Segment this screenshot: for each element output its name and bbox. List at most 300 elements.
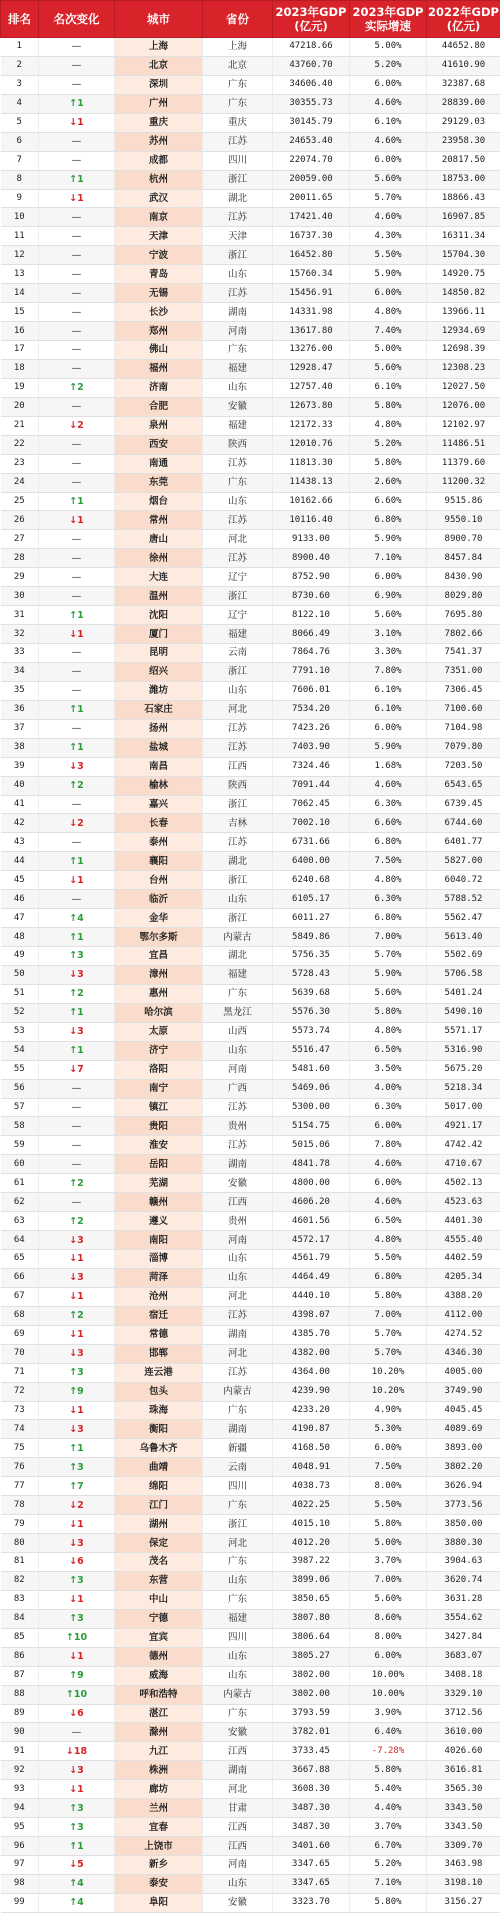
cell-city: 衡阳	[115, 1420, 203, 1439]
cell-growth: 6.40%	[350, 1723, 427, 1742]
cell-change: ↑10	[39, 1628, 115, 1647]
table-row	[1, 1136, 500, 1155]
cell-city: 洛阳	[115, 1060, 203, 1079]
cell-change: ↑3	[39, 947, 115, 966]
cell-gdp-2022: 4555.40	[427, 1231, 500, 1250]
table-row	[1, 738, 500, 757]
cell-province: 河北	[203, 530, 273, 549]
table-row	[1, 662, 500, 681]
table-row	[1, 227, 500, 246]
cell-growth: 5.70%	[350, 947, 427, 966]
cell-rank: 79	[1, 1515, 39, 1534]
cell-change: ↓2	[39, 416, 115, 435]
table-row	[1, 814, 500, 833]
cell-province: 广东	[203, 94, 273, 113]
cell-growth: 8.00%	[350, 1477, 427, 1496]
cell-change: —	[39, 246, 115, 265]
cell-city: 台州	[115, 871, 203, 890]
cell-province: 山东	[203, 265, 273, 284]
cell-growth: 5.50%	[350, 1496, 427, 1515]
cell-change: —	[39, 795, 115, 814]
cell-gdp-2023: 4398.07	[273, 1306, 350, 1325]
cell-change: ↓1	[39, 1515, 115, 1534]
cell-rank: 60	[1, 1155, 39, 1174]
cell-province: 河南	[203, 322, 273, 341]
cell-rank: 78	[1, 1496, 39, 1515]
cell-city: 宿迁	[115, 1306, 203, 1325]
cell-province: 湖南	[203, 1761, 273, 1780]
cell-gdp-2022: 3309.70	[427, 1837, 500, 1856]
cell-rank: 26	[1, 511, 39, 530]
cell-gdp-2022: 4274.52	[427, 1325, 500, 1344]
cell-province: 山西	[203, 1022, 273, 1041]
cell-growth: 7.50%	[350, 852, 427, 871]
cell-change: —	[39, 530, 115, 549]
cell-change: —	[39, 151, 115, 170]
cell-rank: 69	[1, 1325, 39, 1344]
cell-growth: 6.00%	[350, 284, 427, 303]
table-row	[1, 1193, 500, 1212]
cell-growth: 5.80%	[350, 1515, 427, 1534]
table-row	[1, 1420, 500, 1439]
cell-gdp-2023: 4022.25	[273, 1496, 350, 1515]
cell-city: 宜昌	[115, 947, 203, 966]
table-row	[1, 511, 500, 530]
cell-rank: 51	[1, 984, 39, 1003]
cell-gdp-2023: 4038.73	[273, 1477, 350, 1496]
cell-growth: 5.90%	[350, 530, 427, 549]
table-row	[1, 1534, 500, 1553]
cell-province: 湖北	[203, 852, 273, 871]
cell-province: 陕西	[203, 435, 273, 454]
cell-change: —	[39, 435, 115, 454]
cell-rank: 67	[1, 1287, 39, 1306]
table-row	[1, 871, 500, 890]
cell-change: ↓3	[39, 965, 115, 984]
cell-gdp-2023: 3401.60	[273, 1837, 350, 1856]
cell-gdp-2022: 16907.85	[427, 208, 500, 227]
cell-province: 福建	[203, 965, 273, 984]
cell-gdp-2022: 6401.77	[427, 833, 500, 852]
table-row	[1, 1439, 500, 1458]
cell-growth: 4.80%	[350, 1022, 427, 1041]
cell-gdp-2022: 4005.00	[427, 1363, 500, 1382]
cell-gdp-2022: 4402.59	[427, 1250, 500, 1269]
cell-gdp-2022: 3802.20	[427, 1458, 500, 1477]
cell-city: 泰州	[115, 833, 203, 852]
cell-city: 呼和浩特	[115, 1685, 203, 1704]
table-row	[1, 1893, 500, 1912]
cell-gdp-2023: 6105.17	[273, 890, 350, 909]
cell-growth: 7.00%	[350, 1571, 427, 1590]
cell-change: ↑7	[39, 1477, 115, 1496]
cell-gdp-2023: 4572.17	[273, 1231, 350, 1250]
cell-change: ↑3	[39, 1458, 115, 1477]
table-row	[1, 928, 500, 947]
cell-growth: 6.00%	[350, 75, 427, 94]
cell-gdp-2023: 3850.65	[273, 1590, 350, 1609]
cell-rank: 31	[1, 606, 39, 625]
cell-gdp-2022: 5788.52	[427, 890, 500, 909]
cell-gdp-2023: 3487.30	[273, 1799, 350, 1818]
table-row	[1, 1742, 500, 1761]
cell-province: 湖南	[203, 1420, 273, 1439]
table-row	[1, 113, 500, 132]
cell-change: ↑4	[39, 909, 115, 928]
cell-city: 湛江	[115, 1704, 203, 1723]
cell-rank: 30	[1, 587, 39, 606]
cell-gdp-2023: 47218.66	[273, 38, 350, 57]
cell-gdp-2022: 6040.72	[427, 871, 500, 890]
cell-gdp-2022: 8029.80	[427, 587, 500, 606]
cell-growth: 6.80%	[350, 1268, 427, 1287]
cell-growth: -7.28%	[350, 1742, 427, 1761]
cell-province: 广东	[203, 1401, 273, 1420]
cell-gdp-2022: 5706.58	[427, 965, 500, 984]
cell-province: 江西	[203, 1193, 273, 1212]
cell-city: 宁德	[115, 1609, 203, 1628]
cell-city: 绵阳	[115, 1477, 203, 1496]
cell-gdp-2023: 5639.68	[273, 984, 350, 1003]
cell-city: 菏泽	[115, 1268, 203, 1287]
cell-gdp-2023: 8730.60	[273, 587, 350, 606]
cell-rank: 44	[1, 852, 39, 871]
cell-city: 镇江	[115, 1098, 203, 1117]
cell-city: 珠海	[115, 1401, 203, 1420]
cell-gdp-2022: 5502.69	[427, 947, 500, 966]
cell-change: ↓18	[39, 1742, 115, 1761]
table-row	[1, 1250, 500, 1269]
table-row	[1, 56, 500, 75]
cell-change: ↑4	[39, 1893, 115, 1912]
cell-change: ↓1	[39, 113, 115, 132]
cell-gdp-2022: 4710.67	[427, 1155, 500, 1174]
cell-gdp-2023: 8122.10	[273, 606, 350, 625]
cell-rank: 23	[1, 454, 39, 473]
cell-province: 安徽	[203, 1893, 273, 1912]
cell-gdp-2023: 3487.30	[273, 1818, 350, 1837]
table-row	[1, 1761, 500, 1780]
cell-change: ↑3	[39, 1363, 115, 1382]
table-row	[1, 1003, 500, 1022]
cell-change: ↑1	[39, 1041, 115, 1060]
cell-province: 山东	[203, 1571, 273, 1590]
cell-change: —	[39, 75, 115, 94]
header-rank: 排名	[1, 1, 39, 38]
cell-change: —	[39, 719, 115, 738]
cell-city: 重庆	[115, 113, 203, 132]
cell-rank: 56	[1, 1079, 39, 1098]
cell-rank: 70	[1, 1344, 39, 1363]
cell-gdp-2023: 4364.00	[273, 1363, 350, 1382]
table-header	[1, 1, 500, 38]
table-row	[1, 681, 500, 700]
cell-change: ↓1	[39, 1325, 115, 1344]
cell-city: 大连	[115, 568, 203, 587]
cell-rank: 2	[1, 56, 39, 75]
cell-city: 赣州	[115, 1193, 203, 1212]
cell-rank: 41	[1, 795, 39, 814]
cell-growth: 6.10%	[350, 681, 427, 700]
cell-gdp-2023: 13617.80	[273, 322, 350, 341]
cell-city: 广州	[115, 94, 203, 113]
cell-gdp-2023: 11438.13	[273, 473, 350, 492]
cell-province: 河南	[203, 1231, 273, 1250]
cell-city: 盐城	[115, 738, 203, 757]
cell-city: 曲靖	[115, 1458, 203, 1477]
cell-growth: 4.30%	[350, 227, 427, 246]
cell-gdp-2022: 3408.18	[427, 1666, 500, 1685]
cell-growth: 4.60%	[350, 94, 427, 113]
cell-province: 黑龙江	[203, 1003, 273, 1022]
cell-province: 辽宁	[203, 568, 273, 587]
cell-province: 湖北	[203, 947, 273, 966]
cell-province: 山东	[203, 1268, 273, 1287]
cell-change: ↑2	[39, 1306, 115, 1325]
cell-gdp-2022: 3620.74	[427, 1571, 500, 1590]
cell-gdp-2023: 3347.65	[273, 1874, 350, 1893]
table-row	[1, 1780, 500, 1799]
cell-growth: 4.80%	[350, 303, 427, 322]
table-row	[1, 1041, 500, 1060]
cell-gdp-2023: 7423.26	[273, 719, 350, 738]
cell-rank: 25	[1, 492, 39, 511]
cell-growth: 5.70%	[350, 1325, 427, 1344]
cell-province: 重庆	[203, 113, 273, 132]
table-row	[1, 947, 500, 966]
cell-gdp-2022: 11200.32	[427, 473, 500, 492]
table-row	[1, 1609, 500, 1628]
cell-gdp-2023: 4168.50	[273, 1439, 350, 1458]
table-row	[1, 170, 500, 189]
cell-gdp-2022: 4089.69	[427, 1420, 500, 1439]
cell-growth: 3.70%	[350, 1818, 427, 1837]
cell-gdp-2022: 5571.17	[427, 1022, 500, 1041]
cell-gdp-2023: 14331.98	[273, 303, 350, 322]
cell-gdp-2022: 20817.50	[427, 151, 500, 170]
cell-province: 陕西	[203, 776, 273, 795]
cell-province: 江苏	[203, 549, 273, 568]
cell-city: 邯郸	[115, 1344, 203, 1363]
cell-city: 廊坊	[115, 1780, 203, 1799]
cell-city: 威海	[115, 1666, 203, 1685]
cell-change: —	[39, 56, 115, 75]
table-row	[1, 1723, 500, 1742]
table-row	[1, 1704, 500, 1723]
cell-gdp-2022: 7541.37	[427, 644, 500, 663]
cell-gdp-2023: 7534.20	[273, 700, 350, 719]
cell-province: 福建	[203, 359, 273, 378]
cell-growth: 5.80%	[350, 1761, 427, 1780]
cell-growth: 6.60%	[350, 492, 427, 511]
cell-city: 合肥	[115, 397, 203, 416]
table-row	[1, 1477, 500, 1496]
cell-province: 浙江	[203, 795, 273, 814]
cell-rank: 72	[1, 1382, 39, 1401]
cell-growth: 5.90%	[350, 965, 427, 984]
cell-rank: 82	[1, 1571, 39, 1590]
cell-change: ↓6	[39, 1704, 115, 1723]
cell-growth: 7.50%	[350, 1458, 427, 1477]
cell-growth: 6.00%	[350, 1647, 427, 1666]
cell-gdp-2022: 23958.30	[427, 132, 500, 151]
cell-gdp-2023: 4841.78	[273, 1155, 350, 1174]
cell-gdp-2023: 3793.59	[273, 1704, 350, 1723]
cell-rank: 88	[1, 1685, 39, 1704]
cell-change: ↑1	[39, 738, 115, 757]
cell-gdp-2023: 3802.00	[273, 1685, 350, 1704]
cell-gdp-2022: 12102.97	[427, 416, 500, 435]
cell-province: 广东	[203, 1590, 273, 1609]
cell-growth: 4.60%	[350, 208, 427, 227]
cell-city: 保定	[115, 1534, 203, 1553]
cell-gdp-2023: 7002.10	[273, 814, 350, 833]
cell-city: 温州	[115, 587, 203, 606]
cell-change: ↓1	[39, 189, 115, 208]
cell-province: 湖南	[203, 1155, 273, 1174]
cell-growth: 5.00%	[350, 38, 427, 57]
cell-city: 福州	[115, 359, 203, 378]
cell-gdp-2023: 7324.46	[273, 757, 350, 776]
cell-province: 山东	[203, 890, 273, 909]
cell-change: —	[39, 1723, 115, 1742]
cell-city: 淮安	[115, 1136, 203, 1155]
cell-change: ↑4	[39, 1874, 115, 1893]
cell-province: 山东	[203, 492, 273, 511]
cell-province: 福建	[203, 625, 273, 644]
cell-city: 成都	[115, 151, 203, 170]
table-row	[1, 397, 500, 416]
cell-gdp-2022: 9550.10	[427, 511, 500, 530]
cell-rank: 65	[1, 1250, 39, 1269]
cell-change: ↓2	[39, 814, 115, 833]
cell-rank: 22	[1, 435, 39, 454]
cell-gdp-2023: 17421.40	[273, 208, 350, 227]
table-row	[1, 1553, 500, 1572]
table-row	[1, 132, 500, 151]
cell-growth: 5.60%	[350, 984, 427, 1003]
cell-gdp-2022: 28839.00	[427, 94, 500, 113]
table-row	[1, 322, 500, 341]
cell-province: 广东	[203, 75, 273, 94]
cell-gdp-2022: 4401.30	[427, 1212, 500, 1231]
cell-rank: 37	[1, 719, 39, 738]
cell-rank: 66	[1, 1268, 39, 1287]
cell-gdp-2022: 8430.90	[427, 568, 500, 587]
cell-rank: 13	[1, 265, 39, 284]
cell-growth: 6.80%	[350, 909, 427, 928]
cell-change: ↓3	[39, 1231, 115, 1250]
cell-rank: 16	[1, 322, 39, 341]
cell-city: 嘉兴	[115, 795, 203, 814]
table-row	[1, 246, 500, 265]
cell-rank: 98	[1, 1874, 39, 1893]
cell-city: 南阳	[115, 1231, 203, 1250]
cell-city: 苏州	[115, 132, 203, 151]
cell-rank: 8	[1, 170, 39, 189]
cell-gdp-2023: 12172.33	[273, 416, 350, 435]
cell-growth: 10.20%	[350, 1363, 427, 1382]
cell-growth: 8.60%	[350, 1609, 427, 1628]
cell-change: ↓5	[39, 1856, 115, 1875]
cell-rank: 6	[1, 132, 39, 151]
cell-province: 湖南	[203, 303, 273, 322]
cell-change: ↓1	[39, 1287, 115, 1306]
table-row	[1, 359, 500, 378]
cell-city: 淄博	[115, 1250, 203, 1269]
cell-gdp-2022: 7100.60	[427, 700, 500, 719]
cell-gdp-2023: 4385.70	[273, 1325, 350, 1344]
cell-gdp-2023: 7791.10	[273, 662, 350, 681]
cell-growth: 7.00%	[350, 1306, 427, 1325]
cell-growth: 4.60%	[350, 1193, 427, 1212]
cell-gdp-2023: 5849.86	[273, 928, 350, 947]
cell-province: 云南	[203, 1458, 273, 1477]
cell-change: ↑2	[39, 1212, 115, 1231]
cell-rank: 84	[1, 1609, 39, 1628]
cell-rank: 96	[1, 1837, 39, 1856]
table-row	[1, 1287, 500, 1306]
cell-gdp-2022: 8900.70	[427, 530, 500, 549]
cell-gdp-2022: 7802.66	[427, 625, 500, 644]
cell-province: 浙江	[203, 587, 273, 606]
table-row	[1, 1666, 500, 1685]
table-row	[1, 1515, 500, 1534]
cell-rank: 34	[1, 662, 39, 681]
cell-gdp-2022: 12934.69	[427, 322, 500, 341]
cell-province: 江苏	[203, 511, 273, 530]
cell-rank: 75	[1, 1439, 39, 1458]
cell-city: 郑州	[115, 322, 203, 341]
cell-growth: 6.80%	[350, 511, 427, 530]
cell-rank: 63	[1, 1212, 39, 1231]
cell-change: ↑1	[39, 94, 115, 113]
cell-rank: 53	[1, 1022, 39, 1041]
cell-rank: 89	[1, 1704, 39, 1723]
cell-province: 四川	[203, 151, 273, 170]
table-row	[1, 719, 500, 738]
cell-province: 广西	[203, 1079, 273, 1098]
cell-gdp-2022: 3343.50	[427, 1818, 500, 1837]
cell-rank: 61	[1, 1174, 39, 1193]
cell-province: 江苏	[203, 1136, 273, 1155]
cell-gdp-2023: 7864.76	[273, 644, 350, 663]
cell-gdp-2023: 16452.80	[273, 246, 350, 265]
cell-gdp-2023: 3806.64	[273, 1628, 350, 1647]
cell-growth: 7.80%	[350, 1136, 427, 1155]
cell-rank: 35	[1, 681, 39, 700]
cell-city: 襄阳	[115, 852, 203, 871]
cell-gdp-2022: 3880.30	[427, 1534, 500, 1553]
cell-province: 河北	[203, 700, 273, 719]
cell-change: —	[39, 1098, 115, 1117]
cell-growth: 5.20%	[350, 1856, 427, 1875]
header-city: 城市	[115, 1, 203, 38]
cell-growth: 4.00%	[350, 1079, 427, 1098]
cell-growth: 1.68%	[350, 757, 427, 776]
cell-city: 东营	[115, 1571, 203, 1590]
cell-city: 宜宾	[115, 1628, 203, 1647]
cell-rank: 85	[1, 1628, 39, 1647]
cell-city: 芜湖	[115, 1174, 203, 1193]
cell-gdp-2023: 5469.06	[273, 1079, 350, 1098]
cell-gdp-2022: 3626.94	[427, 1477, 500, 1496]
cell-city: 厦门	[115, 625, 203, 644]
table-row	[1, 1874, 500, 1893]
cell-city: 茂名	[115, 1553, 203, 1572]
cell-change: ↓3	[39, 1761, 115, 1780]
cell-rank: 52	[1, 1003, 39, 1022]
